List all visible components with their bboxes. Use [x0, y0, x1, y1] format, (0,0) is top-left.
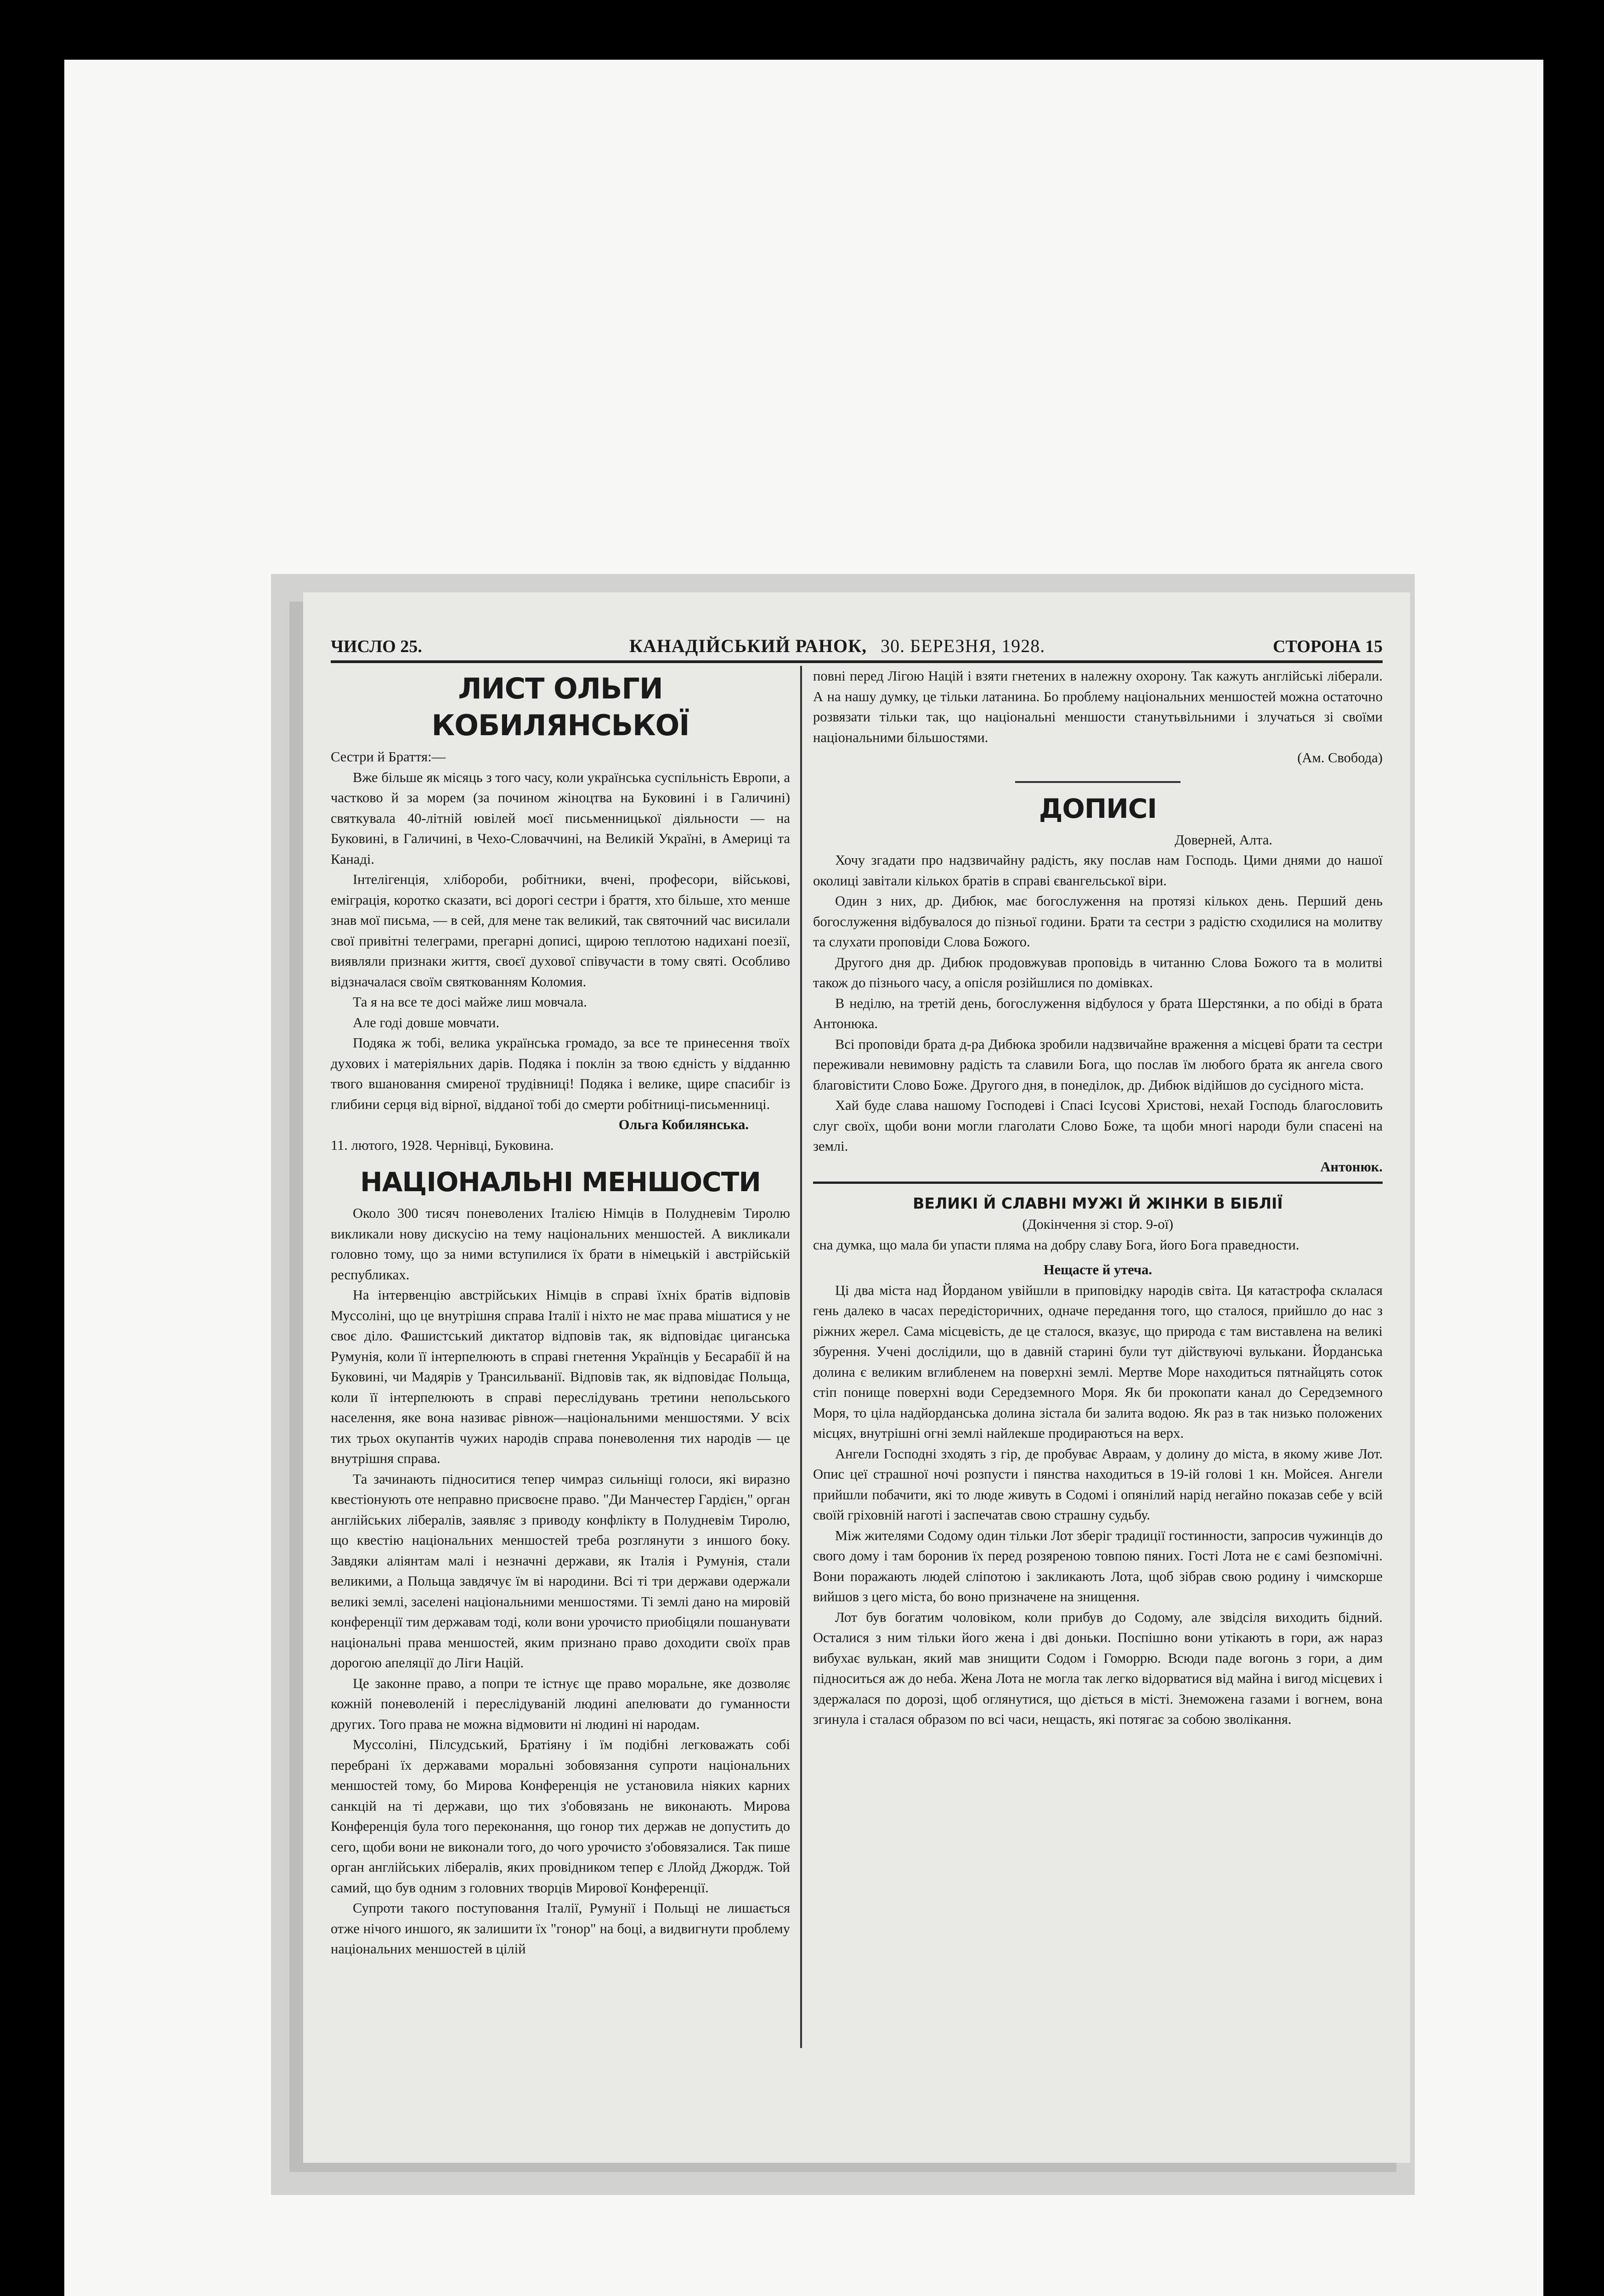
column-divider	[800, 666, 802, 2048]
minorities-paragraph: Супроти такого поступовання Італії, Румунії і Польщі не лишається отже нічого иншого, як залишити їх "гонор" на боці, а видвигнути проблему національних меншостей в цілій	[331, 1900, 790, 1957]
bible-section-title: Нещасте й утеча.	[1043, 1262, 1152, 1277]
newspaper-page	[303, 592, 1410, 2163]
issue-date: 30. БЕРЕЗНЯ, 1928.	[881, 636, 1045, 656]
letters-signature: Антонюк.	[1320, 1159, 1383, 1175]
letter-place-date: 11. лютого, 1928. Чернівці, Буковина.	[331, 1137, 554, 1153]
minorities-paragraph: Муссоліні, Пілсудський, Братіяну і їм подібні легковажать собі перебрані їх державами моральні зобовязання супроти національних меншостей тому, бо Мирова Конференція не установила ніяких карних санкцій на ті держави, що тих з'обовязань не виконають. Мирова Конференція була того переконання, що гонор тих держав не допустить до сего, щоби вони не виконали того, до чого урочисто з'обовязалися. Так пише орган англійських лібералів, яких провідником тепер є Ллойд Джордж. Той самий, що був одним з головних творців Мирової Конференції.	[331, 1737, 790, 1896]
masthead	[629, 635, 1045, 657]
letter-paragraph: Але годі довше мовчати.	[353, 1014, 500, 1030]
letters-place: Доверней, Алта.	[1175, 832, 1272, 848]
page-number: СТОРОНА 15	[1273, 637, 1383, 656]
minorities-continuation: повні перед Лігою Націй і взяти гнетених в належну охорону. Так кажуть англійські ліберали. А на нашу думку, це тільки латанина. Бо проблему національних меншостей можна остаточно розвязати тільки так, що національні меншости станутьвільними і злучаться зі своїми національними більшостями.	[813, 668, 1383, 745]
bible-lead: сна думка, що мала би упасти пляма на добру славу Бога, його Бога праведности.	[813, 1237, 1299, 1253]
bible-title: ВЕЛИКІ Й СЛАВНІ МУЖІ Й ЖІНКИ В БІБЛІЇ	[913, 1194, 1283, 1212]
letters-paragraph: Другого дня др. Дибюк продовжував проповідь в читанню Слова Божого та в молитві також до пізнього часу, а опісля розійшлися по домівках.	[813, 954, 1383, 990]
letter-paragraph: Вже більше як місяць з того часу, коли українська суспільність Европи, а частково й за морем (за почином жіноцтва на Буковині і в Галичині) святкувала 40-літній ювілей моєї письменницької діяльности — на Буковині, в Галичині, в Чехо-Словаччині, на Великій Україні, в Америці та Канаді.	[331, 769, 790, 867]
letter-title: ЛИСТ ОЛЬГИ КОБИЛЯНСЬКОЇ	[431, 672, 689, 742]
bible-subtitle: (Докінчення зі стор. 9-ої)	[1022, 1216, 1174, 1232]
paper-name: КАНАДІЙСЬКИЙ РАНОК,	[629, 636, 867, 656]
bible-paragraph: Ангели Господні зходять з гір, де пробуває Авраам, у долину до міста, в якому живе Лот. Опис цеї страшної ночі розпусти і пянства находиться в 19-ій голові 1 кн. Мойсея. Ангели прийшли побачити, які то люде живуть в Содомі і опянілий нарід негайно показав себе у всій своїй гріховній наготі і заспечатав свою страшну судьбу.	[813, 1446, 1383, 1523]
letter-signature: Ольга Кобилянська.	[618, 1117, 749, 1132]
section-rule	[1015, 781, 1180, 783]
right-column	[813, 666, 1383, 1730]
left-column	[331, 666, 790, 1959]
letters-paragraph: Всі проповіди брата д-ра Дибюка зробили надзвичайне враження а місцеві брати та сестри переживали невимовну радість та славили Бога, що послав їм любого брата як ангела свого благовістити Слово Боже. Другого дня, в понеділок, др. Дибюк відійшов до сусідного міста.	[813, 1036, 1383, 1093]
section-rule-full	[813, 1182, 1383, 1184]
minorities-paragraph: Та зачинають підноситися тепер чимраз сильніщі голоси, які виразно квестіонують оте неправно присвоєне право. "Ди Манчестер Гардієн," орган англійських лібералів, заявляє з приводу конфлікту в Полудневім Тиролю, що квестію національних меншостей треба розглянути з иншого боку. Завдяки аліянтам малі і незначні держави, як Італія і Румунія, стали великими, а Польща завдячує їм ві народини. Всі ті три держави одержали великі землі, заселені національними меншостями. Ті землі дано на мировій конференції тим державам тоді, коли вони урочисто приобіцяли пошанувати національні права меншостей, яким признано право доходити своїх прав дорогою апеляції до Ліги Націй.	[331, 1471, 790, 1671]
page-header	[331, 629, 1383, 657]
letter-paragraph: Подяка ж тобі, велика українська громадо, за все те принесення твоїх духових і матеріяльних дарів. Подяка і поклін за твою єдність у відданню твого вшановання смиреної трудівниці! Подяка і велике, щире спасибіг із глибини серця від вірної, відданої тобі до смерти робітниці-письменниці.	[331, 1035, 790, 1112]
letters-paragraph: В неділю, на третій день, богослуження відбулося у брата Шерстянки, а по обіді в брата Антонюка.	[813, 995, 1383, 1031]
minorities-title: НАЦІОНАЛЬНІ МЕНШОСТИ	[360, 1166, 761, 1198]
minorities-paragraph: Около 300 тисяч поневолених Італією Німців в Полудневім Тиролю викликали нову дискусію на тему національних меншостей. А викликали головно тому, що за ними вступилися їх брати в німецькій і австрійській республиках.	[331, 1205, 790, 1283]
header-rule	[331, 660, 1383, 663]
letters-title: ДОПИСІ	[1039, 793, 1157, 824]
letter-greeting: Сестри й Браття:—	[331, 749, 446, 765]
letters-paragraph: Один з них, др. Дибюк, має богослуження на протязі кількох день. Перший день богослуження відбувалося до пізньої години. Брати та сестри з радістю сходилися на молитву та слухати проповіди Слова Божого.	[813, 893, 1383, 950]
bible-paragraph: Лот був богатим чоловіком, коли прибув до Содому, але звідсіля виходить бідний. Осталися з ним тільки його жена і дві доньки. Поспішно вони утікають в гори, аж нараз вибухає вулькан, який мав знищити Содом і Гоморрю. Всюди паде вогонь з гори, а дим підноситься аж до неба. Жена Лота не могла так легко відорватися від майна і вигод місцевих і здержалася по дорозі, щоб оглянутися, що діється в місті. Знеможена газами і вогнем, вона згинула і сталася образом по всі часи, нещасть, які потягає за собою зволікання.	[813, 1609, 1383, 1727]
issue-number: ЧИСЛО 25.	[331, 637, 422, 656]
letter-paragraph: Та я на все те досі майже лиш мовчала.	[353, 994, 587, 1010]
minorities-paragraph: На інтервенцію австрійських Німців в справі їхніх братів відповів Муссоліні, що це внутрішня справа Італії і ніхто не має права мішатися у не своє діло. Фашистський диктатор відповів так, як відповідає циганська Румунія, коли її інтерпелюють в справі гнетення Українців у Бесарабії й на Буковині, чи Мадярів у Трансильванії. Відповів так, як відповідає Польща, коли її інтерпелюють в справі переслідувань третини непольського населення, яке вона називає рівнож—національними меншостями. У всіх тих трьох окупантів чужих народів справа поневолення тих народів — це внутрішня справа.	[331, 1287, 790, 1466]
letters-paragraph: Хочу згадати про надзвичайну радість, яку послав нам Господь. Цими днями до нашої околиці завітали кількох братів в справі євангельської віри.	[813, 852, 1383, 889]
letter-paragraph: Інтелігенція, хлібороби, робітники, вчені, професори, військові, еміграція, коротко сказати, всі дорогі сестри і браття, хто більше, хто менше знав мої письма, — в сей, для мене так великий, так святочний час висилали свої привітні телеграми, прегарні дописі, щирою теплотою надихані поезії, виявляли признаки життя, своєї духової співучасти в тому святі. Особливо відзначалася своїм святкованням Коломия.	[331, 872, 790, 990]
letters-paragraph: Хай буде слава нашому Господеві і Спасі Ісусові Христові, нехай Господь благословить слуг своїх, щоби вони могли глаголати Слово Боже, та щоби многі народи були спасені на землі.	[813, 1097, 1383, 1154]
bible-paragraph: Між жителями Содому один тільки Лот зберіг традиції гостинности, запросив чужинців до свого дому і там боронив їх перед розяреною товпою пяних. Гості Лота не є самі безпомічні. Вони поражають людей сліпотою і закликають Лота, щоб зібрав свою родину і чимскорше вийшов з цего міста, бо воно призначене на знищення.	[813, 1527, 1383, 1604]
minorities-source: (Ам. Свобода)	[1297, 750, 1383, 765]
bible-paragraph: Ці два міста над Йорданом увійшли в приповідку народів світа. Ця катастрофа склалася гень далеко в часах передісторичних, одначе передання того, що сталося, прийшло до нас з ріжних жерел. Сама місцевість, де це сталося, вказує, що природа є там виставлена на великі збурення. Учені дослідили, що в давній старині були тут дійствуючі вулькани. Йорданська долина є великим вглибленем на поверхні землі. Мертве Море находиться пятнайцять соток стіп понище поверхні води Середземного Моря. Як би прокопати канал до Середземного Моря, то ціла надйорданська долина зістала би залита водою. Як раз в так низько положених місцях, внутрішні огні землі найлекше продираються на верх.	[813, 1282, 1383, 1441]
minorities-paragraph: Це законне право, а попри те істнує ще право моральне, яке дозволяє кожній поневоленій і переслідуваній людині апелювати до гуманности других. Того права не можна відмовити ні людині ні народам.	[331, 1675, 790, 1732]
